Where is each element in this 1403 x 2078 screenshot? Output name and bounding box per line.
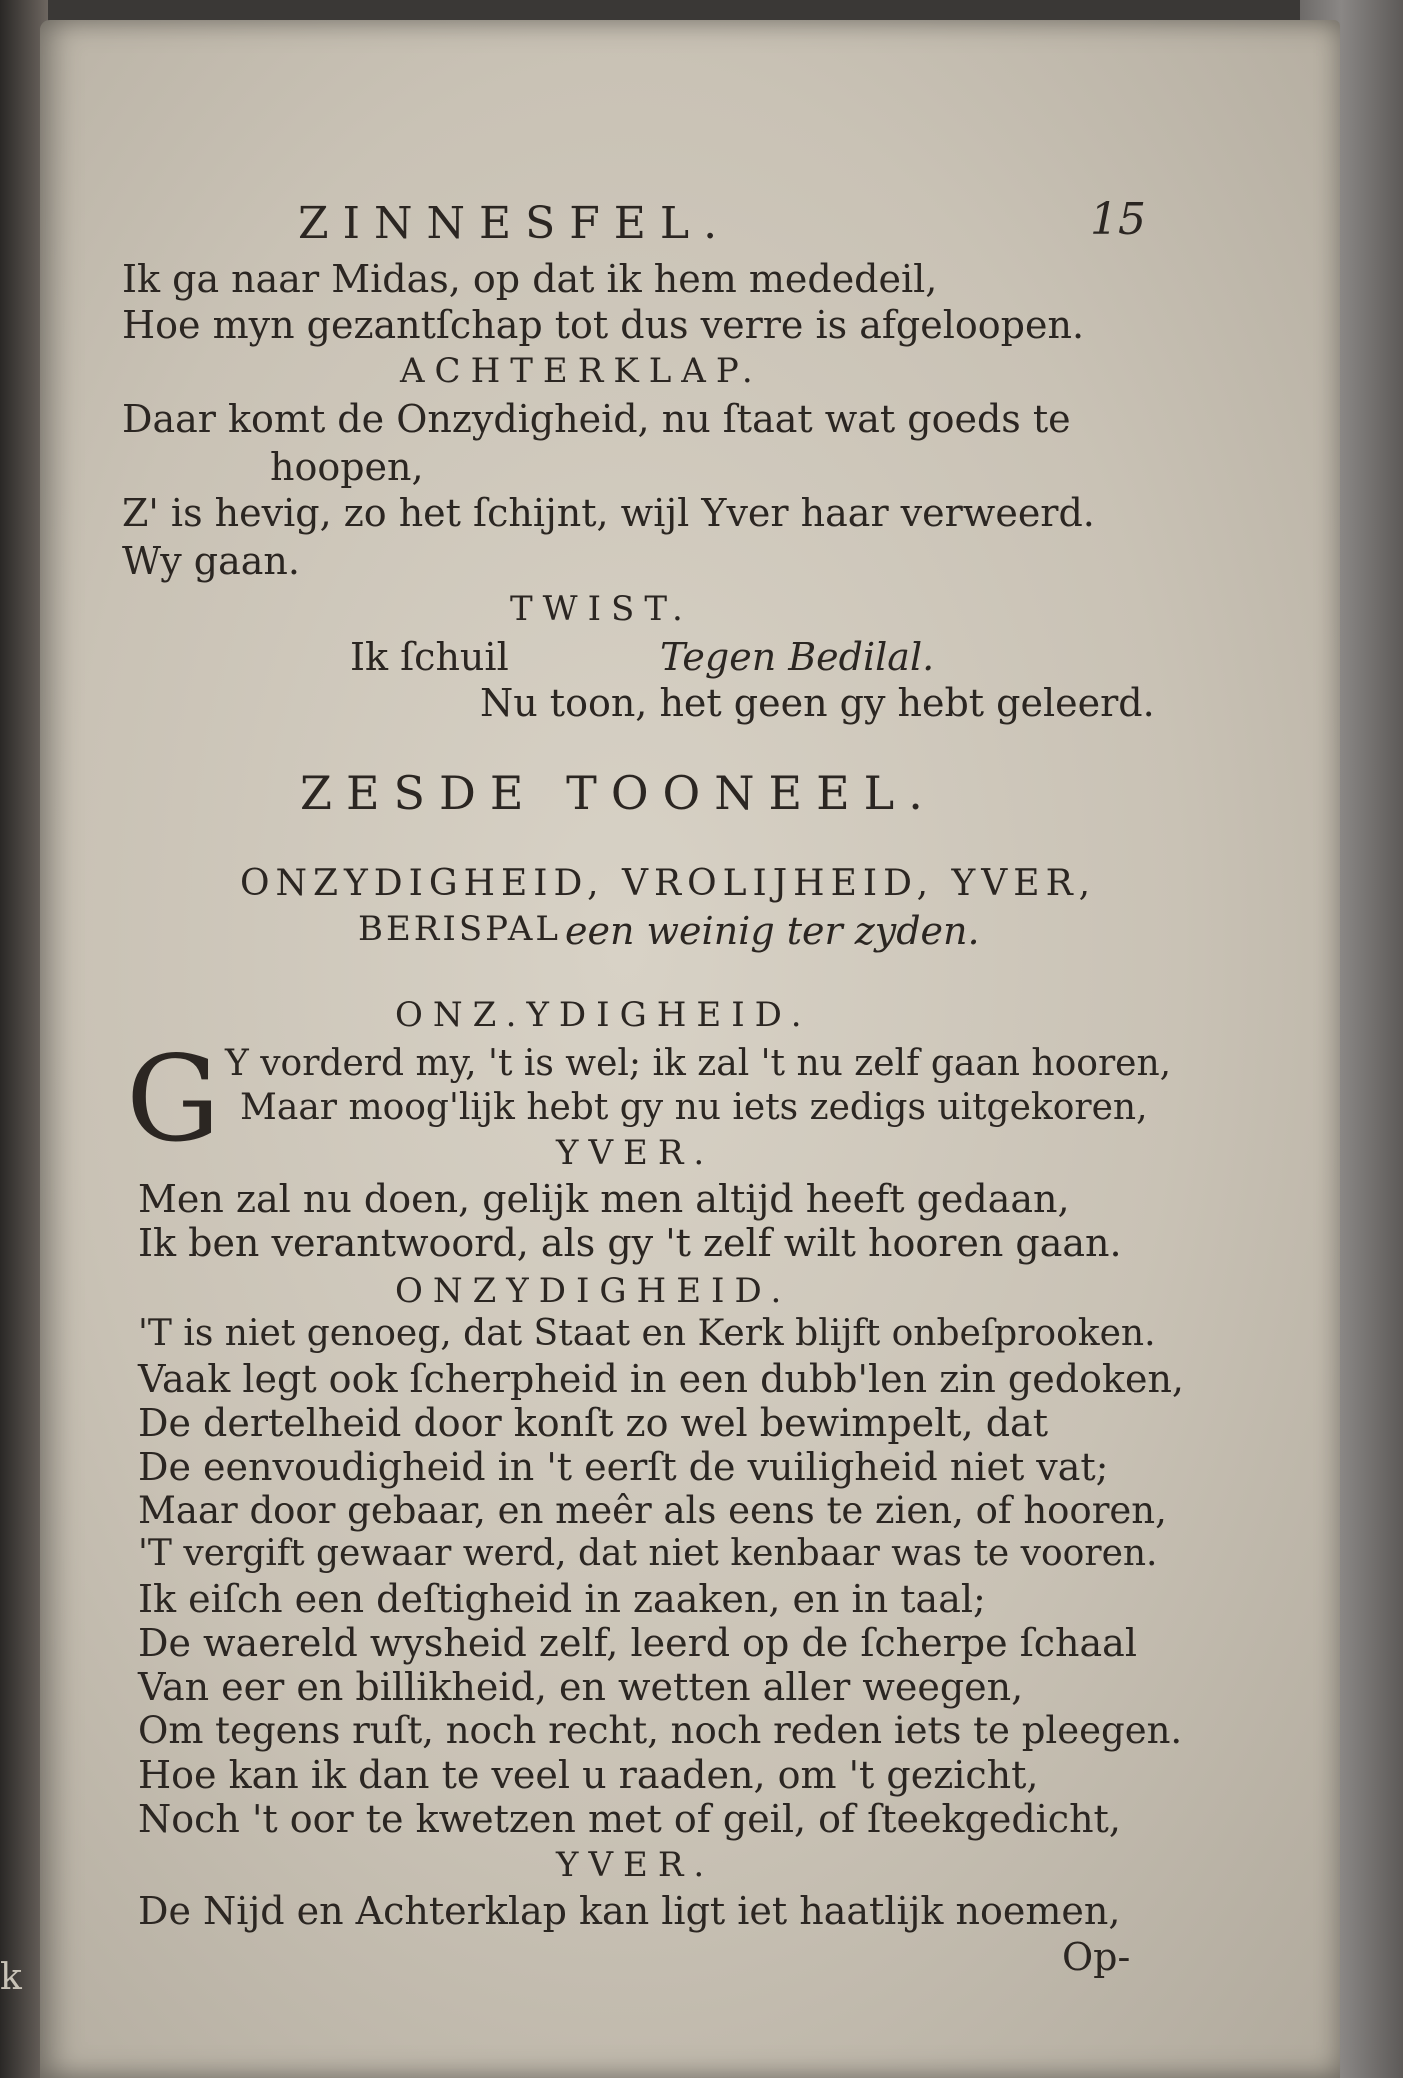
cast-list: ONZYDIGHEID, VROLIJHEID, YVER, (240, 863, 1097, 904)
verse-line: Wy gaan. (122, 539, 300, 583)
verse-line: Noch 't oor te kwetzen met of geil, of ſteekgedicht, (138, 1797, 1121, 1841)
catchword: Op- (1062, 1935, 1131, 1979)
verse-line: Om tegens ruſt, noch recht, noch reden iets te pleegen. (138, 1709, 1183, 1752)
speaker-heading: YVER. (556, 1133, 715, 1173)
verse-line: Ik ben verantwoord, als gy 't zelf wilt hooren gaan. (138, 1221, 1122, 1265)
verse-line: Ik ſchuil (350, 635, 509, 679)
stage-direction: Tegen Bedilal. (660, 635, 935, 679)
verse-line: Z' is hevig, zo het ſchijnt, wijl Yver haar verweerd. (122, 491, 1095, 535)
verse-line: Y vorderd my, 't is wel; ik zal 't nu zelf gaan hooren, (225, 1043, 1172, 1084)
speaker-heading: ACHTERKLAP. (400, 351, 763, 391)
verse-line: Ik eiſch een deſtigheid in zaaken, en in taal; (138, 1577, 986, 1621)
book-page (40, 20, 1340, 2078)
verse-line: De eenvoudigheid in 't eerſt de vuiligheid niet vat; (138, 1445, 1109, 1489)
verse-line: Daar komt de Onzydigheid, nu ſtaat wat goeds te (122, 397, 1071, 441)
page-number: 15 (1090, 194, 1146, 245)
verse-line: Maar moog'lijk hebt gy nu iets zedigs uitgekoren, (240, 1087, 1148, 1128)
cast-list: BERISPAL (358, 909, 562, 949)
verse-line: De dertelheid door konſt zo wel bewimpelt, dat (138, 1401, 1048, 1445)
verse-line: 'T is niet genoeg, dat Staat en Kerk blijft onbeſprooken. (138, 1313, 1156, 1354)
speaker-heading: TWIST. (510, 589, 693, 629)
scene-heading: ZESDE TOONEEL. (300, 766, 937, 820)
verse-line: De Nijd en Achterklap kan ligt iet haatlijk noemen, (138, 1889, 1121, 1933)
verse-line: Van eer en billikheid, en wetten aller weegen, (138, 1665, 1024, 1709)
verse-line: Ik ga naar Midas, op dat ik hem mededeil, (122, 257, 938, 301)
speaker-heading: YVER. (556, 1845, 715, 1885)
drop-cap: G (126, 1030, 221, 1168)
stage-direction: een weinig ter zyden. (565, 909, 980, 953)
verse-line: Men zal nu doen, gelijk men altijd heeft gedaan, (138, 1177, 1070, 1221)
verse-line: Vaak legt ook ſcherpheid in een dubb'len zin gedoken, (138, 1357, 1185, 1401)
verse-line: Nu toon, het geen gy hebt geleerd. (480, 681, 1155, 725)
verse-line: Hoe myn gezantſchap tot dus verre is afgeloopen. (122, 303, 1085, 347)
verse-line: Hoe kan ik dan te veel u raaden, om 't gezicht, (138, 1753, 1039, 1797)
verse-line: De waereld wysheid zelf, leerd op de ſcherpe ſchaal (138, 1621, 1137, 1665)
verse-line: Maar door gebaar, en meêr als eens te zien, of hooren, (138, 1489, 1167, 1532)
speaker-heading: ONZ.YDIGHEID. (395, 995, 812, 1035)
running-title: ZINNESFEL. (298, 198, 732, 249)
verse-line: hoopen, (270, 445, 424, 489)
speaker-heading: ONZYDIGHEID. (395, 1271, 792, 1311)
verse-line: 'T vergift gewaar werd, dat niet kenbaar was te vooren. (138, 1533, 1158, 1574)
margin-letter: k (0, 1957, 22, 1998)
